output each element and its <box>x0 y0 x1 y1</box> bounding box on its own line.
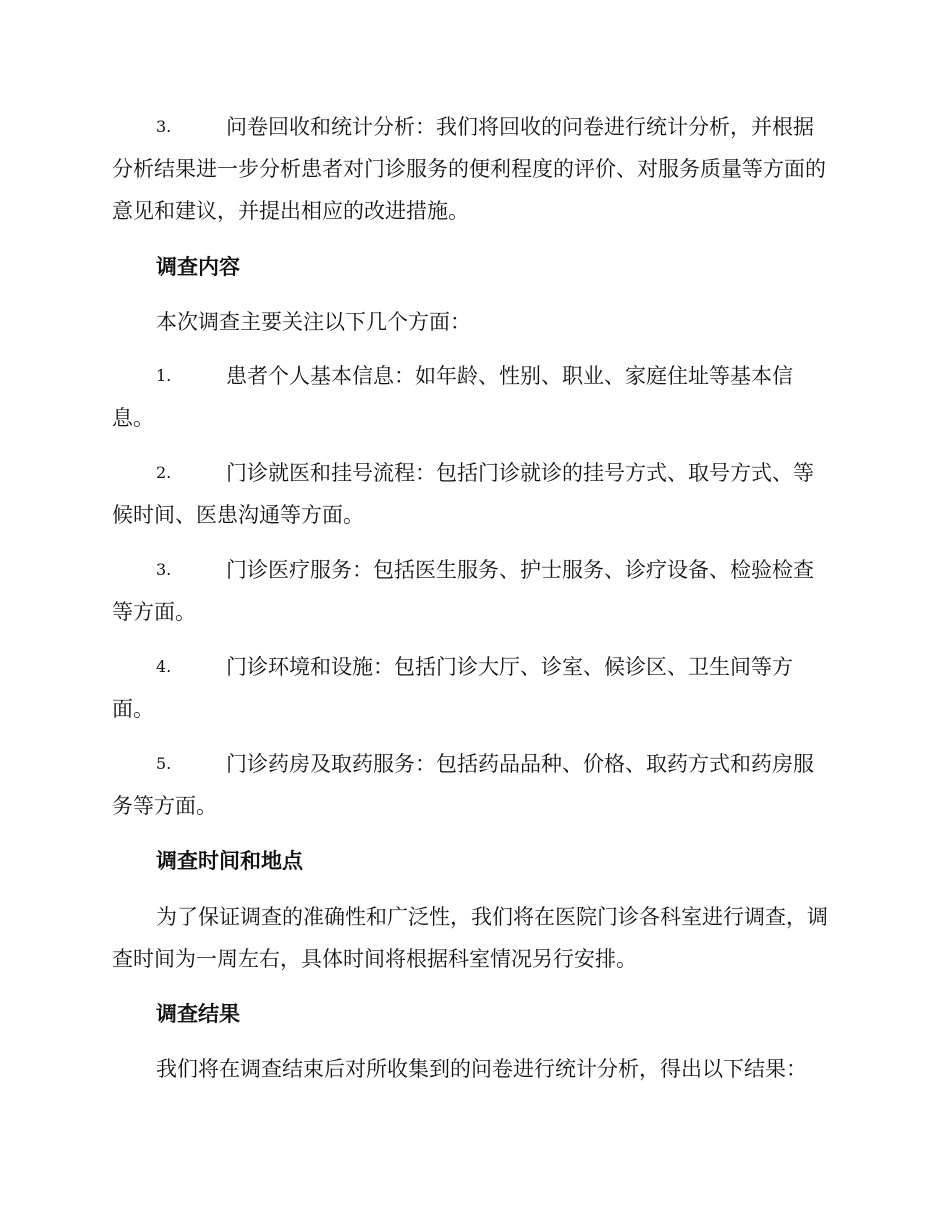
list-item <box>112 743 832 827</box>
list-number: 3. <box>156 117 172 136</box>
section-heading: 调查结果 <box>156 1002 240 1026</box>
section-heading: 调查内容 <box>156 255 240 279</box>
list-text: 门诊药房及取药服务：包括药品品种、价格、取药方式和药房服务等方面。 <box>112 752 814 818</box>
paragraph: 为了保证调查的准确性和广泛性，我们将在医院门诊各科室进行调查，调查时间为一周左右，具体时间将根据科室情况另行安排。 <box>112 905 828 971</box>
list-number: 1. <box>156 366 172 385</box>
list-item <box>112 452 832 536</box>
list-item <box>112 646 832 730</box>
list-text: 患者个人基本信息：如年龄、性别、职业、家庭住址等基本信息。 <box>112 364 793 430</box>
list-item <box>112 549 832 633</box>
list-number: 2. <box>156 463 172 482</box>
list-item <box>112 106 832 232</box>
list-text: 门诊医疗服务：包括医生服务、护士服务、诊疗设备、检验检查等方面。 <box>112 558 814 624</box>
paragraph: 我们将在调查结束后对所收集到的问卷进行统计分析，得出以下结果： <box>156 1057 807 1081</box>
list-number: 5. <box>156 754 172 773</box>
list-number: 3. <box>156 560 172 579</box>
list-text: 问卷回收和统计分析：我们将回收的问卷进行统计分析，并根据分析结果进一步分析患者对门诊服务的便利程度的评价、对服务质量等方面的意见和建议，并提出相应的改进措施。 <box>112 115 826 223</box>
section-heading: 调查时间和地点 <box>156 849 303 873</box>
list-number: 4. <box>156 657 172 676</box>
list-item <box>112 355 832 439</box>
paragraph: 本次调查主要关注以下几个方面： <box>156 310 471 334</box>
list-text: 门诊就医和挂号流程：包括门诊就诊的挂号方式、取号方式、等候时间、医患沟通等方面。 <box>112 461 814 527</box>
list-text: 门诊环境和设施：包括门诊大厅、诊室、候诊区、卫生间等方面。 <box>112 655 793 721</box>
